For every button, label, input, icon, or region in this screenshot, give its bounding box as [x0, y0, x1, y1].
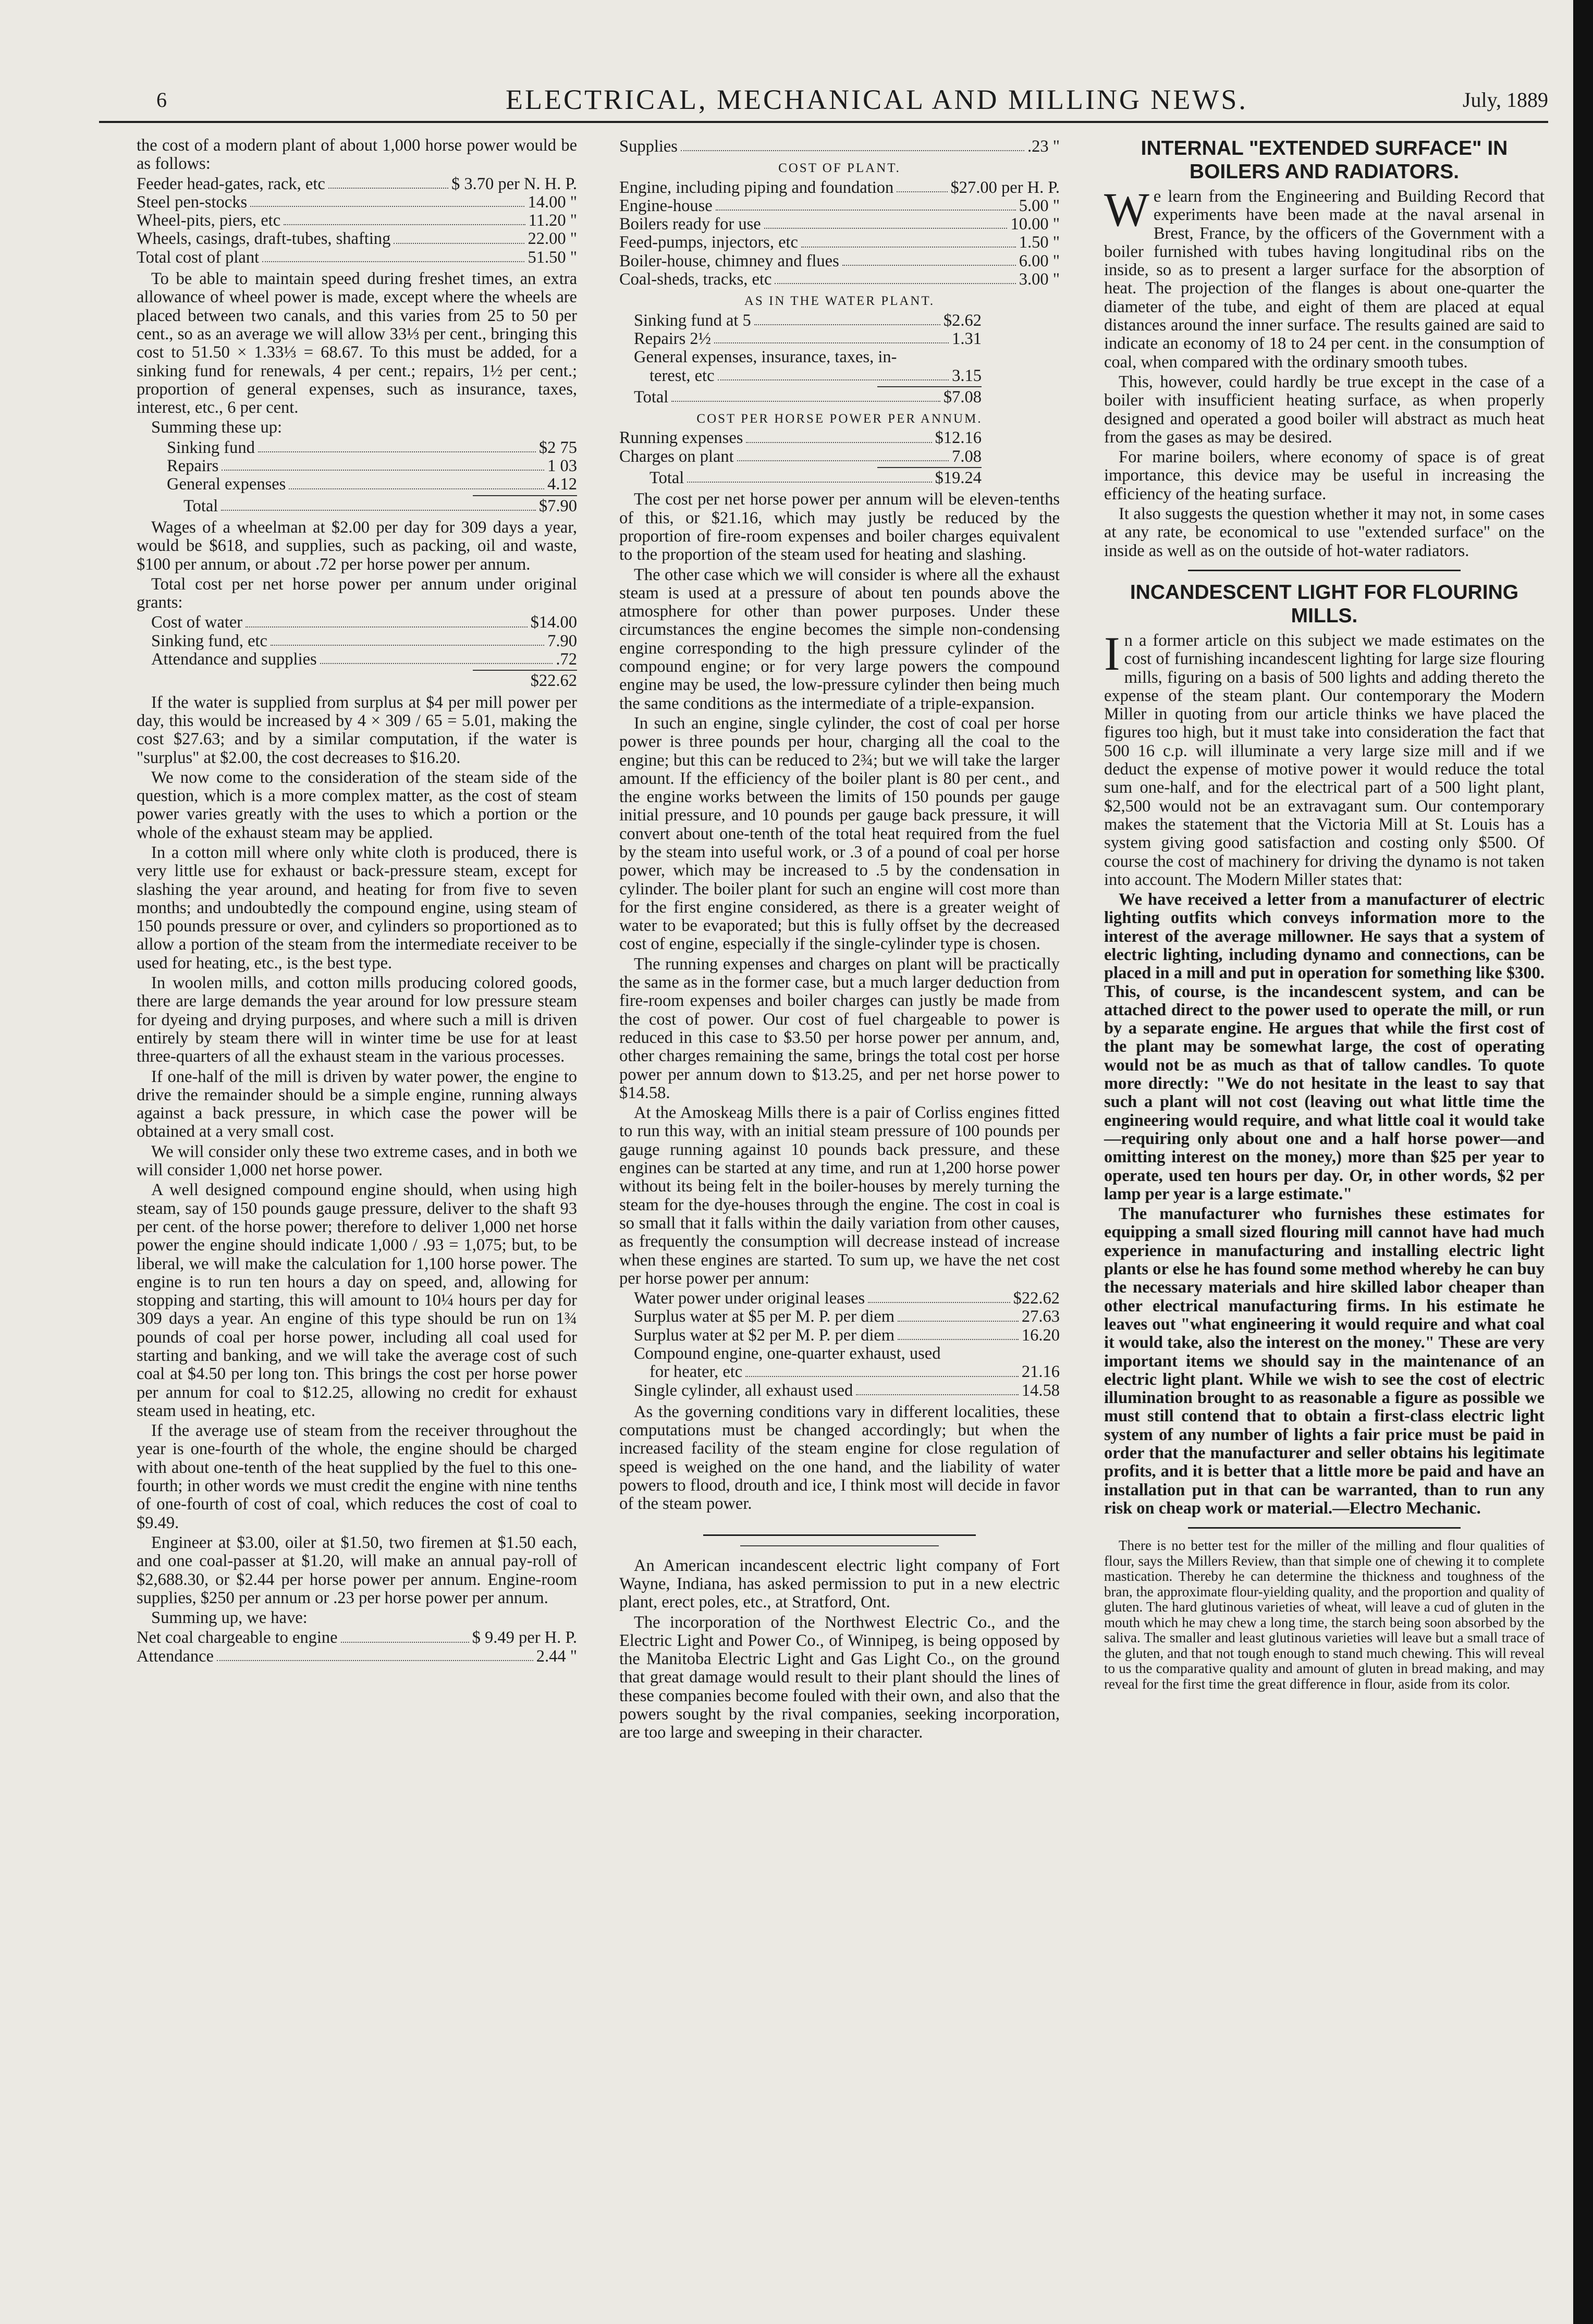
table-row: Wheel-pits, piers, etc 11.20 " — [137, 211, 577, 230]
table-row: Engine-house 5.00 " — [619, 196, 1060, 215]
summary-table — [137, 439, 577, 515]
paragraph: We will consider only these two extreme cases, and in both we will consider 1,000 net horse power. — [137, 1142, 577, 1180]
page-number: 6 — [156, 88, 167, 112]
sum-rule — [877, 467, 982, 468]
paragraph: Summing these up: — [151, 418, 282, 437]
running-expenses-table — [137, 1629, 577, 1666]
table-row: Boilers ready for use 10.00 " — [619, 215, 1060, 234]
table-row: terest, etc 3.15 — [650, 366, 982, 385]
table-total-row: Total $7.08 — [634, 387, 982, 407]
table-row: Attendance and supplies .72 — [151, 650, 577, 669]
cost-table-water-plant — [137, 175, 577, 267]
sum-rule — [473, 495, 577, 496]
fraction: 4 × 309 / 65 — [357, 711, 443, 730]
cost-of-plant-table — [619, 179, 1060, 289]
paragraph: We now come to the consideration of the steam side of the question, which is a more complex matter, as the cost of steam power varies greatly with the uses to which a portion or the whole of the exhaust steam may be applied. — [137, 768, 577, 842]
page-edge-shadow — [1573, 0, 1593, 2324]
column-2 — [619, 137, 1060, 1744]
paragraph: As the governing conditions vary in different localities, these computations must be changed accordingly; but when the increased facility of the steam engine for close regulation of speed is weighed on the one hand, and the liability of water powers to flood, drouth and ice, I think most will decide in favor of the steam power. — [619, 1402, 1060, 1514]
table-row: Supplies .23 " — [619, 137, 1060, 156]
cost-per-hp-table — [619, 429, 1060, 487]
fixed-charges-table — [619, 312, 1060, 407]
table-row: Single cylinder, all exhaust used 14.58 — [634, 1381, 1060, 1400]
column-3 — [1104, 137, 1545, 1693]
drop-cap: I — [1104, 626, 1120, 680]
table-row: General expenses 4.12 — [167, 475, 577, 494]
paragraph: Wages of a wheelman at $2.00 per day for 309 days a year, would be $618, and supplies, such as packing, oil and waste, $100 per annum, or about .72 per horse power per annum. — [137, 518, 577, 574]
paragraph: In a cotton mill where only white cloth is produced, there is very little use for exhaust or back-pressure steam, except for slashing the year around, and heating for from five to seven months; and undoubtedly the compound engine, using steam of 150 pounds pressure or over, and cylinders so proportioned as to allow a portion of the steam from the intermediate receiver to be used for heating, etc., is the best type. — [137, 843, 577, 973]
paragraph: If the average use of steam from the receiver throughout the year is one-fourth of the whole, the engine should be charged with about one-tenth of the heat supplied by the fuel to this one-fourth; in other words we must credit the engine with nine tenths of one-fourth of cost of coal, which reduces the cost of coal to $9.49. — [137, 1421, 577, 1532]
paragraph: The other case which we will consider is where all the exhaust steam is used at a pressure of about ten pounds above the atmosphere for other than power purposes. Under these circumstances the engine becomes the simple non-condensing engine corresponding to the high pressure cylinder of the compound engine; or for very large powers the compound engine may be used, the low-pressure cylinder then being much the same conditions as the intermediate of a triple-expansion. — [619, 565, 1060, 713]
paragraph: To be able to maintain speed during freshet times, an extra allowance of wheel power is made, except where the wheels are placed between two canals, and this varies from 25 to 50 per cent., so as an average we will allow 33⅓ per cent., bringing this cost to 51.50 × 1.33⅓ = 68.67. To this must be added, for a sinking fund for renewals, 4 per cent.; repairs, 1½ per cent.; proportion of general expenses, such as insurance, taxes, interest, etc., 6 per cent. — [137, 269, 577, 417]
table-row: Repairs 2½ 1.31 — [634, 329, 982, 348]
header-rule — [99, 121, 1548, 123]
table-row: Feed-pumps, injectors, etc 1.50 " — [619, 233, 1060, 252]
table-row: Attendance 2.44 " — [137, 1646, 577, 1666]
news-item: The incorporation of the Northwest Electric Co., and the Electric Light and Power Co., of Winnipeg, is being opposed by the Manitoba Electric Light and Gas Light Co., on the ground that great damage would result to their plant should the lines of these companies become fouled with their own, and also that the powers sought by the rival companies, seeking incorporation, are too large and sweeping in their character. — [619, 1613, 1060, 1742]
table-row: Water power under original leases $22.62 — [634, 1289, 1060, 1308]
section-divider — [740, 1545, 938, 1546]
table-row: Sinking fund $2 75 — [167, 438, 577, 457]
drop-cap: W — [1104, 183, 1149, 236]
paragraph: The cost per net horse power per annum will be eleven-tenths of this, or $21.16, which may justly be reduced by the proportion of fire-room expenses and boiler charges equivalent to the proportion of the steam used for heating and slashing. — [619, 490, 1060, 564]
section-divider — [703, 1534, 976, 1536]
news-item: An American incandescent electric light company of Fort Wayne, Indiana, has asked permission to put in a new electric plant, erect poles, etc., at Stratford, Ont. — [619, 1556, 1060, 1612]
publication-title: ELECTRICAL, MECHANICAL AND MILLING NEWS. — [506, 84, 1248, 115]
table-row: Compound engine, one-quarter exhaust, used — [634, 1345, 941, 1363]
table-row: Feeder head-gates, rack, etc $ 3.70 per N. H. P. — [137, 174, 577, 193]
table-row: General expenses, insurance, taxes, in- — [634, 348, 897, 367]
cost-table-original-grants — [137, 613, 577, 690]
table-row: Cost of water $14.00 — [151, 613, 577, 632]
paragraph: If the water is supplied from surplus at $4 per mill power per day, this would be increased by 4 × 309 / 65 = 5.01, making the cost $27.63; and by a similar computation, if the water is "surplus" at $2.00, the cost decreases to $16.20. — [137, 693, 578, 767]
table-row: Running expenses $12.16 — [619, 428, 982, 448]
table-row: Net coal chargeable to engine $ 9.49 per H. P. — [137, 1628, 577, 1647]
table-row: Sinking fund at 5 $2.62 — [634, 311, 982, 330]
table-total-row: Total $19.24 — [650, 469, 982, 488]
table-row: Surplus water at $5 per M. P. per diem 27.63 — [634, 1307, 1060, 1326]
table-row: Steel pen-stocks 14.00 " — [137, 192, 577, 212]
issue-date: July, 1889 — [1462, 88, 1548, 112]
net-cost-summary-table — [619, 1289, 1060, 1400]
sum-rule — [877, 386, 982, 387]
section-divider — [1188, 1527, 1461, 1529]
running-expenses-table-cont — [619, 138, 1060, 156]
table-total-row: Total $7.90 — [183, 496, 577, 515]
article-headline: INTERNAL "EXTENDED SURFACE" IN BOILERS AND RADIATORS. — [1141, 137, 1508, 183]
table-row: Boiler-house, chimney and flues 6.00 " — [619, 251, 1060, 270]
table-row: Total cost of plant 51.50 " — [137, 248, 577, 267]
table-row: Surplus water at $2 per M. P. per diem 16.20 — [634, 1325, 1060, 1345]
table-heading: AS IN THE WATER PLANT. — [744, 294, 935, 309]
table-heading: COST OF PLANT. — [778, 161, 901, 176]
article-headline: INCANDESCENT LIGHT FOR FLOURING MILLS. — [1130, 581, 1519, 627]
news-item: There is no better test for the miller of the milling and flour qualities of flour, says the Millers Review, than that simple one of chewing it to complete mastication. Thereby he can determine the thickness and toughness of the bran, the approximate flour-yielding quality, and the proportion and quality of gluten. The hard glutinous varieties of wheat, will leave a cud of gluten in the mouth which he may chew a long time, the starch being soon absorbed by the saliva. The smaller and least glutinous varieties will leave but a small trace of the gluten, and that not tough enough to stand much chewing. This will reveal to us the comparative quality and amount of gluten in bread making, and may reveal for the first time the great difference in flour, aside from its color. — [1104, 1538, 1545, 1692]
paragraph: the cost of a modern plant of about 1,000 horse power would be as follows: — [137, 136, 577, 174]
table-row: Repairs 1 03 — [167, 457, 577, 476]
paragraph: It also suggests the question whether it may not, in some cases at any rate, be economical to use "extended surface" on the inside as well as on the outside of hot-water radiators. — [1104, 505, 1545, 560]
fraction: 1,000 / .93 — [369, 1236, 444, 1255]
paragraph: Engineer at $3.00, oiler at $1.50, two firemen at $1.50 each, and one coal-passer at $1.20, will make an annual pay-roll of $2,688.30, or $2.44 per horse power per annum. Engine-room supplies, $250 per annum or .23 per horse power per annum. — [137, 1533, 577, 1607]
paragraph: At the Amoskeag Mills there is a pair of Corliss engines fitted to run this way, with an initial steam pressure of 100 pounds per gauge running against 10 pounds back pressure, and these engines can be started at any time, and run at 1,200 horse power without its being felt in the boiler-houses by merely turning the steam for the dye-houses through the engine. The cost in coal is so small that it falls within the daily variation from other causes, as frequently the consumption will decrease instead of increase when these engines are started. To sum up, we have the net cost per horse power per annum: — [619, 1103, 1060, 1288]
paragraph: The manufacturer who furnishes these estimates for equipping a small sized flouring mill cannot have had much experience in manufacturing and installing electric light plants or else he has found some method whereby he can buy the necessary materials and hire skilled labor cheaper than other electrical manufacturing firms. In his estimate he leaves out "what engineering it would require and what coal it would take, also the interest on the money." These are very important items we should say in the maintenance of an electric light plant. While we wish to see the cost of electric illumination brought to as reasonable a figure as possible we must still contend that to obtain a first-class electric light system of any number of lights a fair price must be paid in order that the manufacturer and seller obtains his legitimate profits, and it is better that a little more be paid and have an installation put in that can be warranted, than to run any risk on cheap work or material.—Electro Mechanic. — [1104, 1204, 1545, 1518]
table-row: Wheels, casings, draft-tubes, shafting 22.00 " — [137, 229, 577, 249]
table-row: for heater, etc 21.16 — [650, 1362, 1060, 1382]
paragraph: This, however, could hardly be true except in the case of a boiler with insufficient heating surface, as when properly designed and operated a good boiler will abstract as much heat from the gases as may be desired. — [1104, 372, 1545, 447]
quoted-paragraph: We have received a letter from a manufacturer of electric lighting outfits which conveys information more to the interest of the average millowner. He says that a system of electric lighting, including dynamo and connections, can be placed in a mill and put in operation for something like $300. This, of course, is the incandescent system, and can be attached direct to the power used to operate the mill, or run by a separate engine. He argues that while the first cost of the plant may be somewhat large, the cost of operating would not be as much as that of tallow candles. To quote more directly: "We do not hesitate in the least to say that such a plant will not cost (leaving out what little time the engineering would require, and what little coal it would take—requiring only about one and a half horse power—and omitting interest on the money,) more than $25 per year to operate, used ten hours per day. Or, in other words, $2 per lamp per year is a large estimate." — [1104, 890, 1545, 1203]
table-row: Charges on plant 7.08 — [619, 447, 982, 466]
paragraph: We learn from the Engineering and Building Record that experiments have been made at the naval arsenal in Brest, France, by the officers of the Government with a boiler furnished with tubes having longitudinal ribs on the inside, so as to present a larger surface for the absorption of heat. The projection of the flanges is about one-quarter the diameter of the tube, and eight of them are placed at equal distances around the inner surface. The results gained are said to indicate an economy of 18 to 24 per cent. in the consumption of coal, when compared with the ordinary smooth tubes. — [1104, 183, 1545, 372]
paragraph: In such an engine, single cylinder, the cost of coal per horse power is three pounds per hour, charging all the coal to the engine; but this can be reduced to 2¾; but we will take the larger amount. If the efficiency of the boiler plant is 80 per cent., and the engine works between the limits of 150 pounds per gauge initial pressure, and 10 pounds per gauge back pressure, it will convert about one-tenth of the total heat required from the fuel by the steam into useful work, or .3 of a pound of coal per horse power, which may be increased to .5 by the condensation in cylinder. The boiler plant for such an engine will cost more than for the first engine considered, as there is a greater weight of water to be evaporated; but this is fully offset by the decreased cost of engine, especially if the single-cylinder type is chosen. — [619, 714, 1060, 954]
column-1 — [137, 137, 577, 1669]
paragraph: Total cost per net horse power per annum under original grants: — [137, 574, 577, 612]
table-row: Coal-sheds, tracks, etc 3.00 " — [619, 270, 1060, 289]
page-header — [99, 78, 1548, 115]
paragraph: A well designed compound engine should, when using high steam, say of 150 pounds gauge pressure, deliver to the shaft 93 per cent. of the horse power; therefore to deliver 1,000 net horse power the engine should indicate 1,000 / .93 = 1,075; but, to be liberal, we will make the calculation for 1,100 horse power. The engine is to run ten hours a day on speed, and, allowing for stopping and starting, this will amount to 10¼ hours per day for 309 days a year. An engine of this type should be run on 1¾ pounds of coal per horse power, including all coal used for starting and banking, and we will take the average cost of such coal at $4.50 per long ton. This brings the cost per horse power per annum for coal to $12.25, allowing no credit for exhaust steam used in heating, etc. — [137, 1181, 578, 1420]
table-row: Engine, including piping and foundation $27.00 per H. P. — [619, 178, 1060, 197]
table-row: Sinking fund, etc 7.90 — [151, 631, 577, 650]
paragraph: Summing up, we have: — [151, 1608, 308, 1628]
paragraph: In a former article on this subject we made estimates on the cost of furnishing incandescent lighting for large size flouring mills, figuring on a basis of 500 lights and adding thereto the expense of the steam plant. Our contemporary the Modern Miller in quoting from our article thinks we have placed the figures too high, but it must take into consideration the fact that 500 16 c.p. will illuminate a very large size mill and if we deduct the expense of motive power it would reduce the total sum one-half, and for the electrical part of a 500 light plant, $2,500 would not be an extravagant sum. Our contemporary makes the statement that the Victoria Mill at St. Louis has a system giving good satisfaction and costing only $500. Of course the cost of machinery for driving the dynamo is not taken into account. The Modern Miller states that: — [1104, 626, 1545, 889]
table-total-row: $22.62 — [530, 671, 577, 691]
sum-rule — [473, 670, 577, 671]
paragraph: If one-half of the mill is driven by water power, the engine to drive the remainder should be a simple engine, running always against a back pressure, in which case the power will be obtained at a very small cost. — [137, 1067, 577, 1141]
table-heading: COST PER HORSE POWER PER ANNUM. — [696, 412, 983, 426]
paragraph: For marine boilers, where economy of space is of great importance, this device may be useful in increasing the efficiency of the heating surface. — [1104, 448, 1545, 503]
paragraph: The running expenses and charges on plant will be practically the same as in the former case, but a much larger deduction from fire-room expenses and boiler charges can justly be made from the cost of power. Our cost of fuel chargeable to power is reduced in this case to $3.50 per horse power per annum, and, other charges remaining the same, brings the total cost per horse power per annum down to $13.25, and per net horse power to $14.58. — [619, 954, 1060, 1102]
section-divider — [1188, 570, 1461, 571]
paragraph: In woolen mills, and cotton mills producing colored goods, there are large demands the year around for low pressure steam for dyeing and drying purposes, and where such a mill is driven entirely by steam there will in winter time be use for at least three-quarters of all the exhaust steam in the various processes. — [137, 974, 577, 1066]
